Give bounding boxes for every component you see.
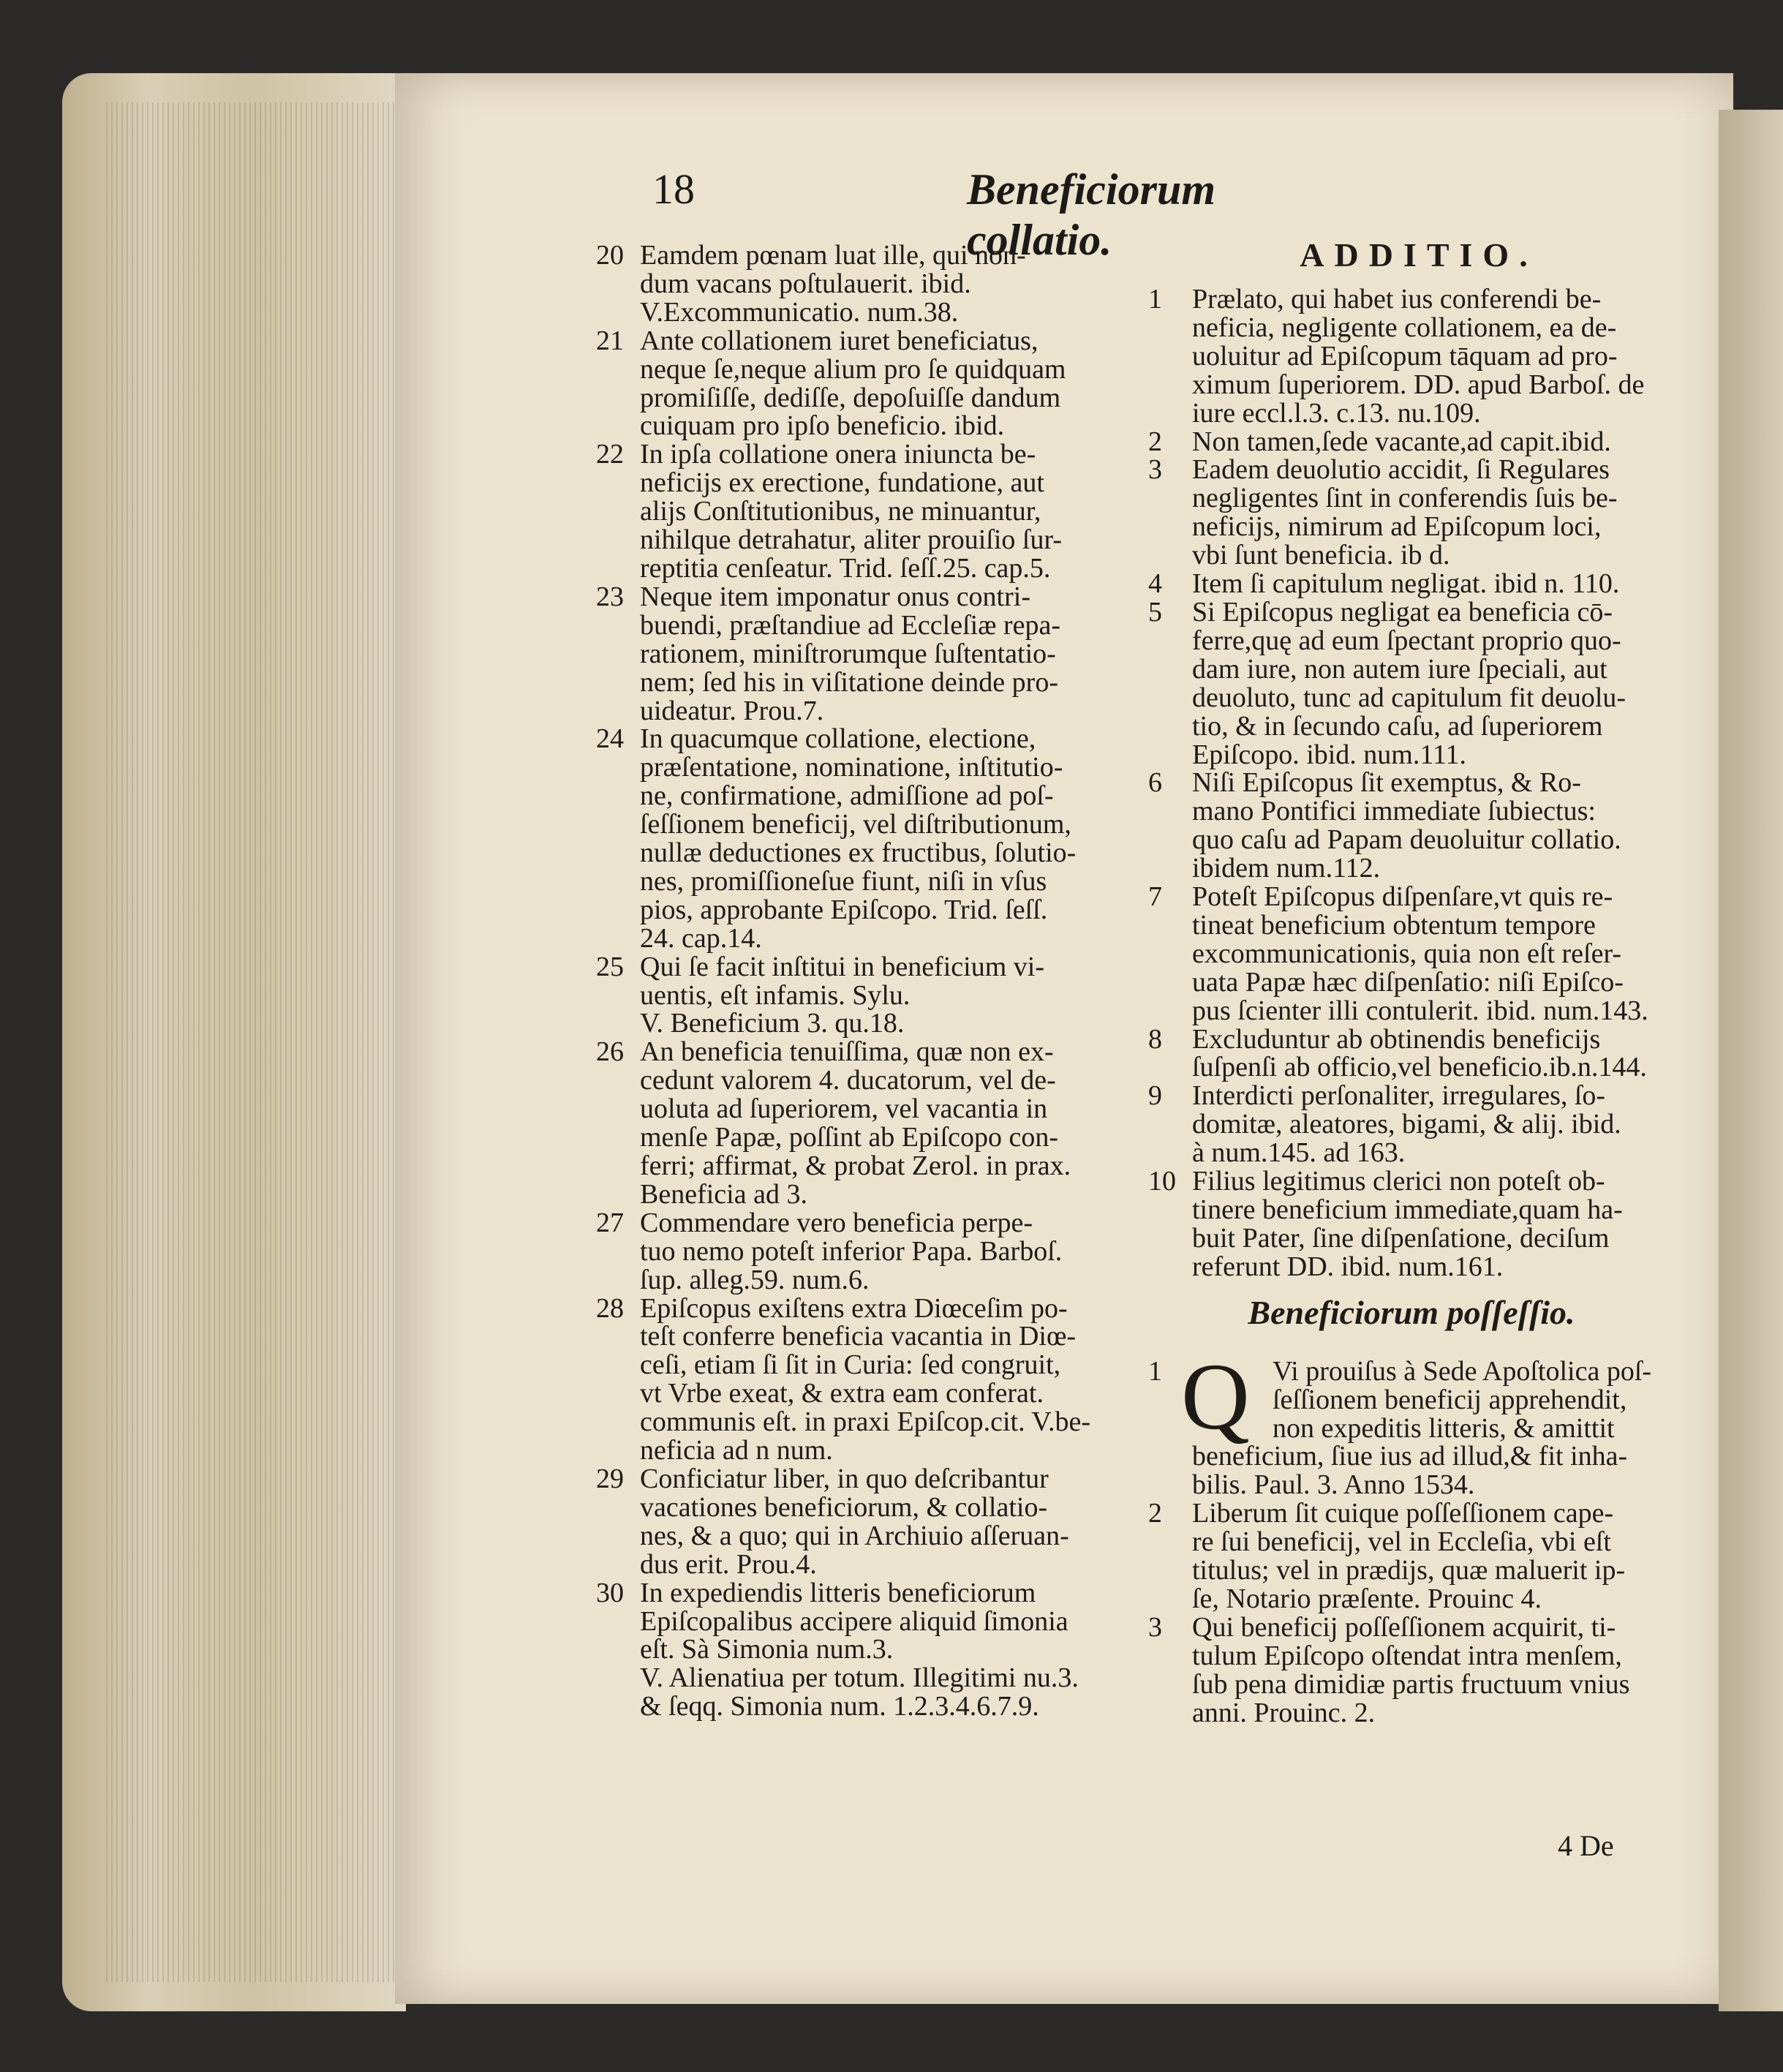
text-line: excommunicationis, quia non eſt reſer- bbox=[1192, 938, 1621, 969]
entry-number: 24 bbox=[596, 723, 624, 755]
entry-number: 9 bbox=[1148, 1080, 1162, 1112]
numbered-entry bbox=[1148, 1344, 1675, 1501]
running-title: Beneficiorum collatio. bbox=[967, 165, 1215, 264]
text-line: Eadem deuolutio accidit, ſi Regulares bbox=[1192, 454, 1610, 486]
drop-cap: Q bbox=[1181, 1344, 1250, 1450]
text-line: Si Epiſcopus negligat ea beneficia cō- bbox=[1192, 596, 1613, 628]
text-line: In ipſa collatione onera iniuncta be- bbox=[640, 439, 1036, 470]
entry-number: 3 bbox=[1148, 1611, 1162, 1643]
text-line: vt Vrbe exeat, & extra eam conferat. bbox=[640, 1378, 1044, 1409]
text-line: Ante collationem iuret beneficiatus, bbox=[640, 325, 1038, 356]
text-line: nes, & a quo; qui in Archiuio aſſeruan- bbox=[640, 1520, 1069, 1551]
text-line: menſe Papæ, poſſint ab Epiſcopo con- bbox=[640, 1122, 1059, 1153]
book-page-edges bbox=[62, 73, 406, 2011]
text-line: beneficium, ſiue ius ad illud,& fit inha- bbox=[1192, 1441, 1628, 1472]
entry-number: 25 bbox=[596, 951, 624, 982]
text-line: Niſi Epiſcopus ſit exemptus, & Ro- bbox=[1192, 767, 1581, 799]
text-line: Commendare vero beneficia perpe- bbox=[640, 1207, 1033, 1238]
text-line: Conficiatur liber, in quo deſcribantur bbox=[640, 1463, 1049, 1494]
entry-number: 1 bbox=[1148, 1355, 1162, 1387]
text-line: dus erit. Prou.4. bbox=[640, 1548, 817, 1580]
text-line: titulus; vel in prædijs, quæ maluerit ip- bbox=[1192, 1555, 1626, 1586]
text-line: Qui beneficij poſſeſſionem acquirit, ti- bbox=[1192, 1611, 1616, 1643]
entry-number: 22 bbox=[596, 439, 624, 470]
numbered-entry bbox=[596, 327, 1123, 441]
text-line: Eamdem pœnam luat ille, qui non- bbox=[640, 240, 1026, 271]
text-line: V. Beneficium 3. qu.18. bbox=[640, 1008, 905, 1039]
entry-number: 28 bbox=[596, 1292, 624, 1324]
text-line: Non tamen,ſede vacante,ad capit.ibid. bbox=[1192, 426, 1611, 457]
text-line: Epiſcopalibus accipere aliquid ſimonia bbox=[640, 1605, 1068, 1637]
numbered-entry bbox=[596, 583, 1123, 726]
text-line: neficia ad n num. bbox=[640, 1435, 833, 1466]
entry-number: 4 bbox=[1148, 568, 1162, 600]
text-line: neque ſe,neque alium pro ſe quidquam bbox=[640, 353, 1066, 385]
text-line: nes, promiſſioneſue fiunt, niſi in vſus bbox=[640, 865, 1047, 897]
text-line: tio, & in ſecundo caſu, ad ſuperiorem bbox=[1192, 710, 1603, 742]
text-line: præſentatione, nominatione, inſtitutio- bbox=[640, 752, 1063, 783]
text-line: neficijs ex erectione, fundatione, aut bbox=[640, 467, 1044, 499]
entry-number: 5 bbox=[1148, 596, 1162, 628]
facing-page-edge bbox=[1719, 110, 1783, 2011]
text-line: uoluitur ad Epiſcopum tāquam ad pro- bbox=[1192, 340, 1618, 372]
text-line: Beneficia ad 3. bbox=[640, 1178, 807, 1210]
text-line: non expeditis litteris, & amittit bbox=[1273, 1412, 1615, 1444]
text-line: neficia, negligente collationem, ea de- bbox=[1192, 312, 1617, 343]
text-line: uata Papæ hæc diſpenſatio: niſi Epiſco- bbox=[1192, 966, 1624, 998]
numbered-entry bbox=[1148, 1613, 1675, 1728]
text-line: alijs Conſtitutionibus, ne minuantur, bbox=[640, 496, 1041, 527]
text-line: teſt conferre beneficia vacantia in Diœ- bbox=[640, 1321, 1077, 1352]
text-line: Qui ſe facit inſtitui in beneficium vi- bbox=[640, 951, 1044, 982]
entry-number: 2 bbox=[1148, 426, 1162, 457]
text-line: tineat beneficium obtentum tempore bbox=[1192, 909, 1596, 941]
text-line: & ſeqq. Simonia num. 1.2.3.4.6.7.9. bbox=[640, 1691, 1039, 1722]
text-line: deuoluto, tunc ad capitulum fit deuolu- bbox=[1192, 682, 1626, 713]
text-line: uoluta ad ſuperiorem, vel vacantia in bbox=[640, 1093, 1048, 1125]
text-line: negligentes ſint in conferendis ſuis be- bbox=[1192, 483, 1618, 514]
entry-number: 1 bbox=[1148, 284, 1162, 314]
numbered-entry bbox=[1148, 456, 1675, 570]
text-line: Poteſt Epiſcopus diſpenſare,vt quis re- bbox=[1192, 881, 1613, 913]
numbered-entry bbox=[1148, 883, 1675, 1025]
entry-number: 3 bbox=[1148, 454, 1162, 486]
text-line: ibidem num.112. bbox=[1192, 853, 1381, 884]
numbered-entry bbox=[1148, 1082, 1675, 1167]
numbered-entry bbox=[596, 1292, 1123, 1466]
text-line: Excluduntur ab obtinendis beneficijs bbox=[1192, 1023, 1601, 1055]
text-line: ſeſſionem beneficij apprehendit, bbox=[1273, 1384, 1627, 1415]
possessio-entries bbox=[1148, 1344, 1675, 1728]
right-column bbox=[1148, 236, 1675, 1728]
numbered-entry bbox=[596, 241, 1123, 327]
entry-number: 30 bbox=[596, 1577, 624, 1608]
text-line: reptitia cenſeatur. Trid. ſeſſ.25. cap.5. bbox=[640, 552, 1051, 584]
numbered-entry bbox=[596, 1465, 1123, 1579]
numbered-entry bbox=[1148, 598, 1675, 769]
text-line: 24. cap.14. bbox=[640, 922, 762, 954]
numbered-entry bbox=[596, 725, 1123, 952]
text-line: Prælato, qui habet ius conferendi be- bbox=[1192, 284, 1602, 314]
numbered-entry bbox=[1148, 285, 1675, 428]
additio-heading: ADDITIO. bbox=[1300, 236, 1538, 274]
text-line: buit Pater, ſine diſpenſatione, deciſum bbox=[1192, 1222, 1610, 1254]
text-line: bilis. Paul. 3. Anno 1534. bbox=[1192, 1469, 1475, 1501]
text-line: eſt. Sà Simonia num.3. bbox=[640, 1634, 894, 1665]
text-line: ſup. alleg.59. num.6. bbox=[640, 1264, 870, 1295]
text-line: cuiquam pro ipſo beneficio. ibid. bbox=[640, 410, 1005, 442]
text-line: Neque item imponatur onus contri- bbox=[640, 581, 1030, 612]
entry-number: 6 bbox=[1148, 767, 1162, 799]
text-line: In quacumque collatione, electione, bbox=[640, 723, 1036, 755]
text-line: ſe, Notario præſente. Prouinc 4. bbox=[1192, 1583, 1542, 1614]
text-line: tulum Epiſcopo oſtendat intra menſem, bbox=[1192, 1640, 1622, 1671]
text-line: buendi, præſtandiue ad Eccleſiæ repa- bbox=[640, 609, 1061, 641]
numbered-entry bbox=[596, 953, 1123, 1039]
text-line: domitæ, aleatores, bigami, & alij. ibid. bbox=[1192, 1109, 1621, 1140]
text-line: ſeſſionem beneficij, vel diſtributionum, bbox=[640, 809, 1071, 840]
text-line: Filius legitimus clerici non poteſt ob- bbox=[1192, 1166, 1605, 1197]
text-line: communis eſt. in praxi Epiſcop.cit. V.be- bbox=[640, 1406, 1090, 1438]
text-line: neficijs, nimirum ad Epiſcopum loci, bbox=[1192, 511, 1602, 543]
entry-number: 21 bbox=[596, 325, 624, 356]
text-line: Epiſcopus exiſtens extra Diœceſim po- bbox=[640, 1292, 1068, 1324]
text-line: referunt DD. ibid. num.161. bbox=[1192, 1251, 1504, 1282]
numbered-entry bbox=[1148, 1025, 1675, 1082]
text-line: Liberum ſit cuique poſſeſſionem cape- bbox=[1192, 1498, 1614, 1529]
text-line: Item ſi capitulum negligat. ibid n. 110. bbox=[1192, 568, 1620, 600]
text-line: Interdicti perſonaliter, irregulares, ſo- bbox=[1192, 1080, 1606, 1112]
text-line: ceſi, etiam ſi ſit in Curia: ſed congruit, bbox=[640, 1349, 1061, 1381]
text-line: pus ſcienter illi contulerit. ibid. num.143. bbox=[1192, 995, 1648, 1026]
entry-number: 27 bbox=[596, 1207, 624, 1238]
text-line: quo caſu ad Papam deuoluitur collatio. bbox=[1192, 824, 1621, 856]
text-line: anni. Prouinc. 2. bbox=[1192, 1697, 1376, 1728]
numbered-entry bbox=[596, 1579, 1123, 1722]
numbered-entry bbox=[1148, 1499, 1675, 1613]
numbered-entry bbox=[596, 440, 1123, 583]
entry-number: 2 bbox=[1148, 1498, 1162, 1529]
text-line: ximum ſuperiorem. DD. apud Barboſ. de bbox=[1192, 369, 1645, 400]
catchword: 4 De bbox=[1558, 1829, 1614, 1862]
possessio-heading: Beneficiorum poſſeſſio. bbox=[1248, 1293, 1575, 1331]
text-line: pios, approbante Epiſcopo. Trid. ſeſſ. bbox=[640, 894, 1048, 925]
text-line: ferre,quę ad eum ſpectant proprio quo- bbox=[1192, 625, 1621, 656]
text-line: V.Excommunicatio. num.38. bbox=[640, 296, 959, 328]
text-line: tuo nemo poteſt inferior Papa. Barboſ. bbox=[640, 1235, 1063, 1267]
text-line: uentis, eſt infamis. Sylu. bbox=[640, 979, 911, 1011]
text-line: Epiſcopo. ibid. num.111. bbox=[1192, 739, 1467, 770]
text-line: tinere beneficium immediate,quam ha- bbox=[1192, 1194, 1623, 1225]
text-line: vacationes beneficiorum, & collatio- bbox=[640, 1491, 1048, 1523]
entry-number: 29 bbox=[596, 1463, 624, 1494]
text-line: rationem, miniſtrorumque ſuſtentatio- bbox=[640, 638, 1056, 669]
text-line: ferri; affirmat, & probat Zerol. in prax. bbox=[640, 1150, 1071, 1181]
additio-entries bbox=[1148, 285, 1675, 1281]
text-line: mano Pontifici immediate ſubiectus: bbox=[1192, 796, 1596, 827]
text-line: dum vacans poſtulauerit. ibid. bbox=[640, 268, 971, 299]
left-column bbox=[596, 241, 1123, 1721]
numbered-entry bbox=[596, 1209, 1123, 1295]
text-line: nullæ deductiones ex fructibus, ſolutio- bbox=[640, 837, 1077, 869]
page-number: 18 bbox=[652, 165, 695, 213]
text-line: V. Alienatiua per totum. Illegitimi nu.3. bbox=[640, 1662, 1079, 1694]
numbered-entry bbox=[1148, 570, 1675, 598]
text-line: vbi ſunt beneficia. ib d. bbox=[1192, 540, 1450, 571]
numbered-entry bbox=[1148, 769, 1675, 883]
text-line: nihilque detrahatur, aliter prouiſio ſur- bbox=[640, 524, 1063, 556]
entry-number: 20 bbox=[596, 240, 624, 271]
text-line: An beneficia tenuiſſima, quæ non ex- bbox=[640, 1036, 1054, 1068]
text-line: iure eccl.l.3. c.13. nu.109. bbox=[1192, 397, 1481, 429]
text-line: dam iure, non autem iure ſpeciali, aut bbox=[1192, 653, 1607, 685]
text-line: nem; ſed his in viſitatione deinde pro- bbox=[640, 666, 1058, 698]
entry-number: 23 bbox=[596, 581, 624, 612]
text-line: à num.145. ad 163. bbox=[1192, 1137, 1406, 1169]
entry-number: 26 bbox=[596, 1036, 624, 1068]
text-line: promiſiſſe, dediſſe, depoſuiſſe dandum bbox=[640, 382, 1061, 413]
entry-number: 8 bbox=[1148, 1023, 1162, 1055]
text-line: ſub pena dimidiæ partis fructuum vnius bbox=[1192, 1668, 1630, 1700]
text-line: ſuſpenſi ab officio,vel beneficio.ib.n.144. bbox=[1192, 1052, 1647, 1083]
numbered-entry bbox=[596, 1038, 1123, 1208]
text-line: In expediendis litteris beneficiorum bbox=[640, 1577, 1036, 1608]
entry-number: 7 bbox=[1148, 881, 1162, 913]
text-line: uideatur. Prou.7. bbox=[640, 695, 824, 726]
text-line: re ſui beneficij, vel in Eccleſia, vbi eſt bbox=[1192, 1526, 1611, 1558]
numbered-entry bbox=[1148, 1167, 1675, 1281]
entry-number: 10 bbox=[1148, 1166, 1176, 1197]
text-line: ne, confirmatione, admiſſione ad poſ- bbox=[640, 780, 1054, 812]
text-line: cedunt valorem 4. ducatorum, vel de- bbox=[640, 1065, 1056, 1096]
numbered-entry bbox=[1148, 428, 1675, 456]
text-line: Vi prouiſus à Sede Apoſtolica poſ- bbox=[1273, 1355, 1652, 1387]
